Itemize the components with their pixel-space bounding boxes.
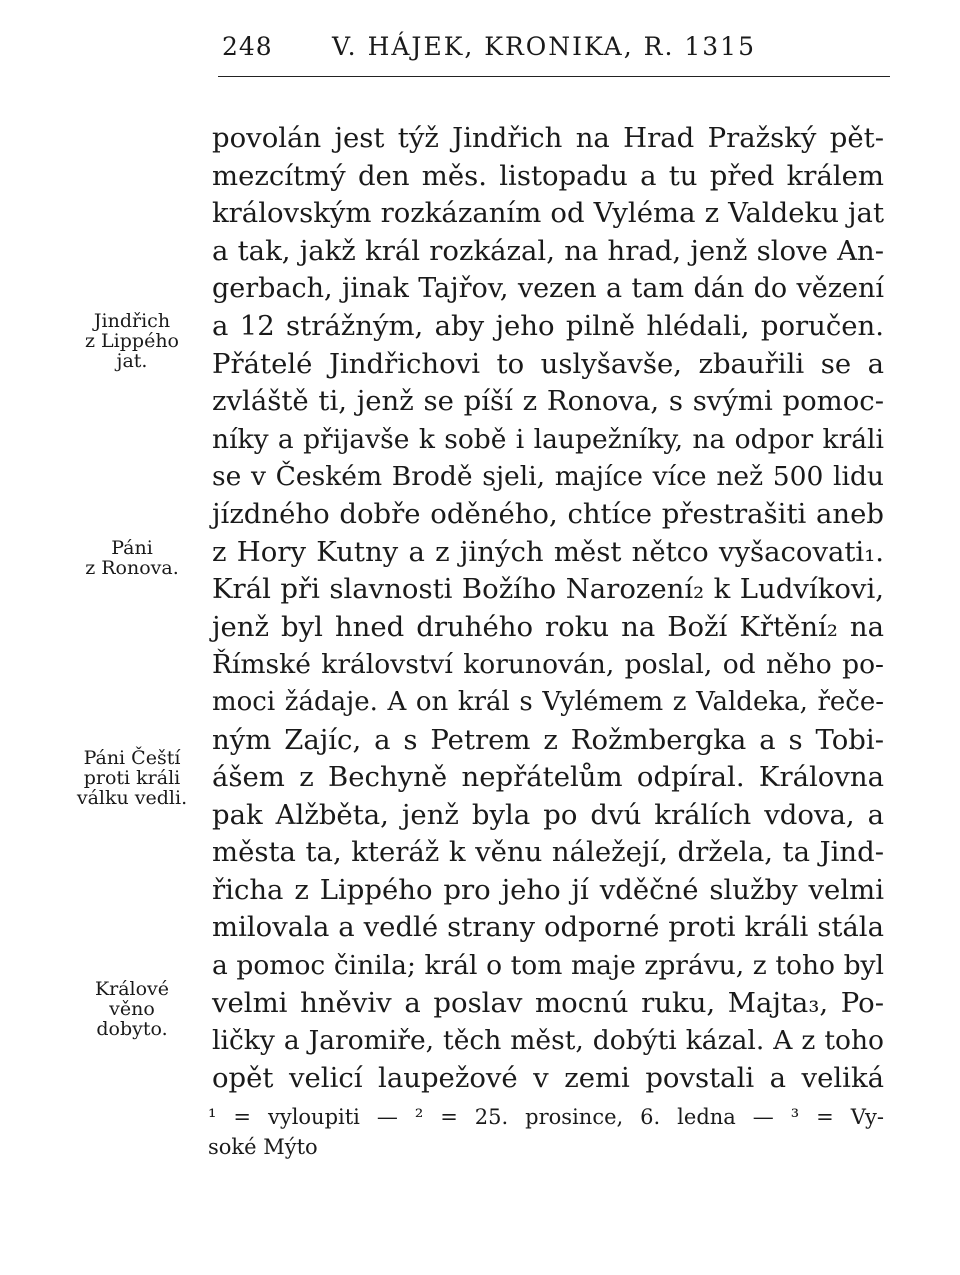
text-line: gerbach, jinak Tajřov, vezen a tam dán do vězení (212, 273, 884, 305)
sidenote-line: Králové (94, 978, 170, 1000)
running-title: V. HÁJEK, KRONIKA, R. 1315 (332, 32, 756, 61)
sidenote-kralove-veno (62, 979, 202, 1039)
text-line: zvláště ti, jenž se píší z Ronova, s svými pomoc- (212, 385, 884, 418)
text-line: města ta, kteráž k věnu náležejí, držela, ta Jind- (212, 836, 884, 869)
footnotes (208, 1102, 884, 1162)
text-line: ným Zajíc, a s Petrem z Rožmbergka a s Tobi- (212, 723, 884, 756)
text-line: ličky a Jaromiře, těch měst, dobýti kázal. A z toho (212, 1025, 884, 1057)
footnote-line: ¹ = vyloupiti — ² = 25. prosince, 6. ledna — ³ = Vy- (208, 1105, 884, 1129)
sidenote-line: Páni (111, 537, 153, 559)
text-line: řicha z Lippého pro jeho jí vděčné služby velmi (212, 873, 884, 906)
sidenote-jindrich-jat (62, 311, 202, 371)
sidenote-line: z Ronova. (85, 557, 179, 579)
footnote-line: soké Mýto (208, 1135, 318, 1159)
page-number: 248 (222, 32, 273, 61)
header-rule (218, 76, 890, 77)
sidenote-line: Jindřich (93, 310, 171, 332)
sidenote-line: z Lippého (85, 330, 179, 352)
text-line: a 12 strážným, aby jeho pilně hlédali, poručen. (212, 309, 884, 342)
text-line: Přátelé Jindřichovi to uslyšavše, zbauřili se a (212, 347, 884, 380)
text-line: pak Alžběta, jenž byla po dvú králích vdova, a (212, 798, 884, 831)
text-line: opět velicí laupežové v zemi povstali a veliká (212, 1061, 884, 1094)
text-line: mezcítmý den měs. listopadu a tu před králem (212, 159, 884, 192)
text-line: a tak, jakž král rozkázal, na hrad, jenž slove An- (212, 234, 884, 267)
text-line: moci žádaje. A on král s Vylémem z Valdeka, řeče- (212, 686, 884, 717)
text-line: královským rozkázaním od Vyléma z Valdeku jat (212, 197, 884, 230)
text-line: a pomoc činila; král o tom maje zprávu, z toho byl (212, 950, 884, 982)
sidenote-line: Páni Čeští (83, 747, 181, 769)
sidenote-line: věno (109, 998, 155, 1020)
sidenote-pani-cesti (62, 748, 202, 808)
text-line: milovala a vedlé strany odporné proti králi stála (212, 911, 884, 944)
text-line: velmi hněviv a poslav mocnú ruku, Majta₃, Po- (212, 986, 884, 1019)
main-text (212, 120, 884, 1097)
text-line: ášem z Bechyně nepřátelům odpíral. Královna (212, 761, 884, 794)
text-line: Římské království korunován, poslal, od něho po- (212, 649, 884, 681)
text-line: níky a přijavše k sobě i laupežníky, na odpor králi (212, 423, 884, 455)
text-line: jenž byl hned druhého roku na Boží Křtění₂ na (212, 610, 884, 643)
text-line: jízdného dobře oděného, chtíce přestrašiti aneb (212, 497, 884, 530)
sidenote-line: jat. (116, 350, 148, 372)
sidenote-pani-z-ronova (62, 538, 202, 578)
text-line: Král při slavnosti Božího Narození₂ k Ludvíkovi, (212, 573, 884, 606)
sidenote-line: válku vedli. (76, 787, 188, 809)
text-line: z Hory Kutny a z jiných měst nětco vyšacovati₁. (212, 535, 884, 568)
running-header (222, 32, 890, 68)
text-line: povolán jest týž Jindřich na Hrad Pražský pět- (212, 122, 884, 154)
text-line: se v Českém Brodě sjeli, majíce více než 500 lidu (212, 461, 884, 493)
sidenote-line: dobyto. (96, 1018, 168, 1040)
sidenote-line: proti králi (83, 767, 181, 789)
